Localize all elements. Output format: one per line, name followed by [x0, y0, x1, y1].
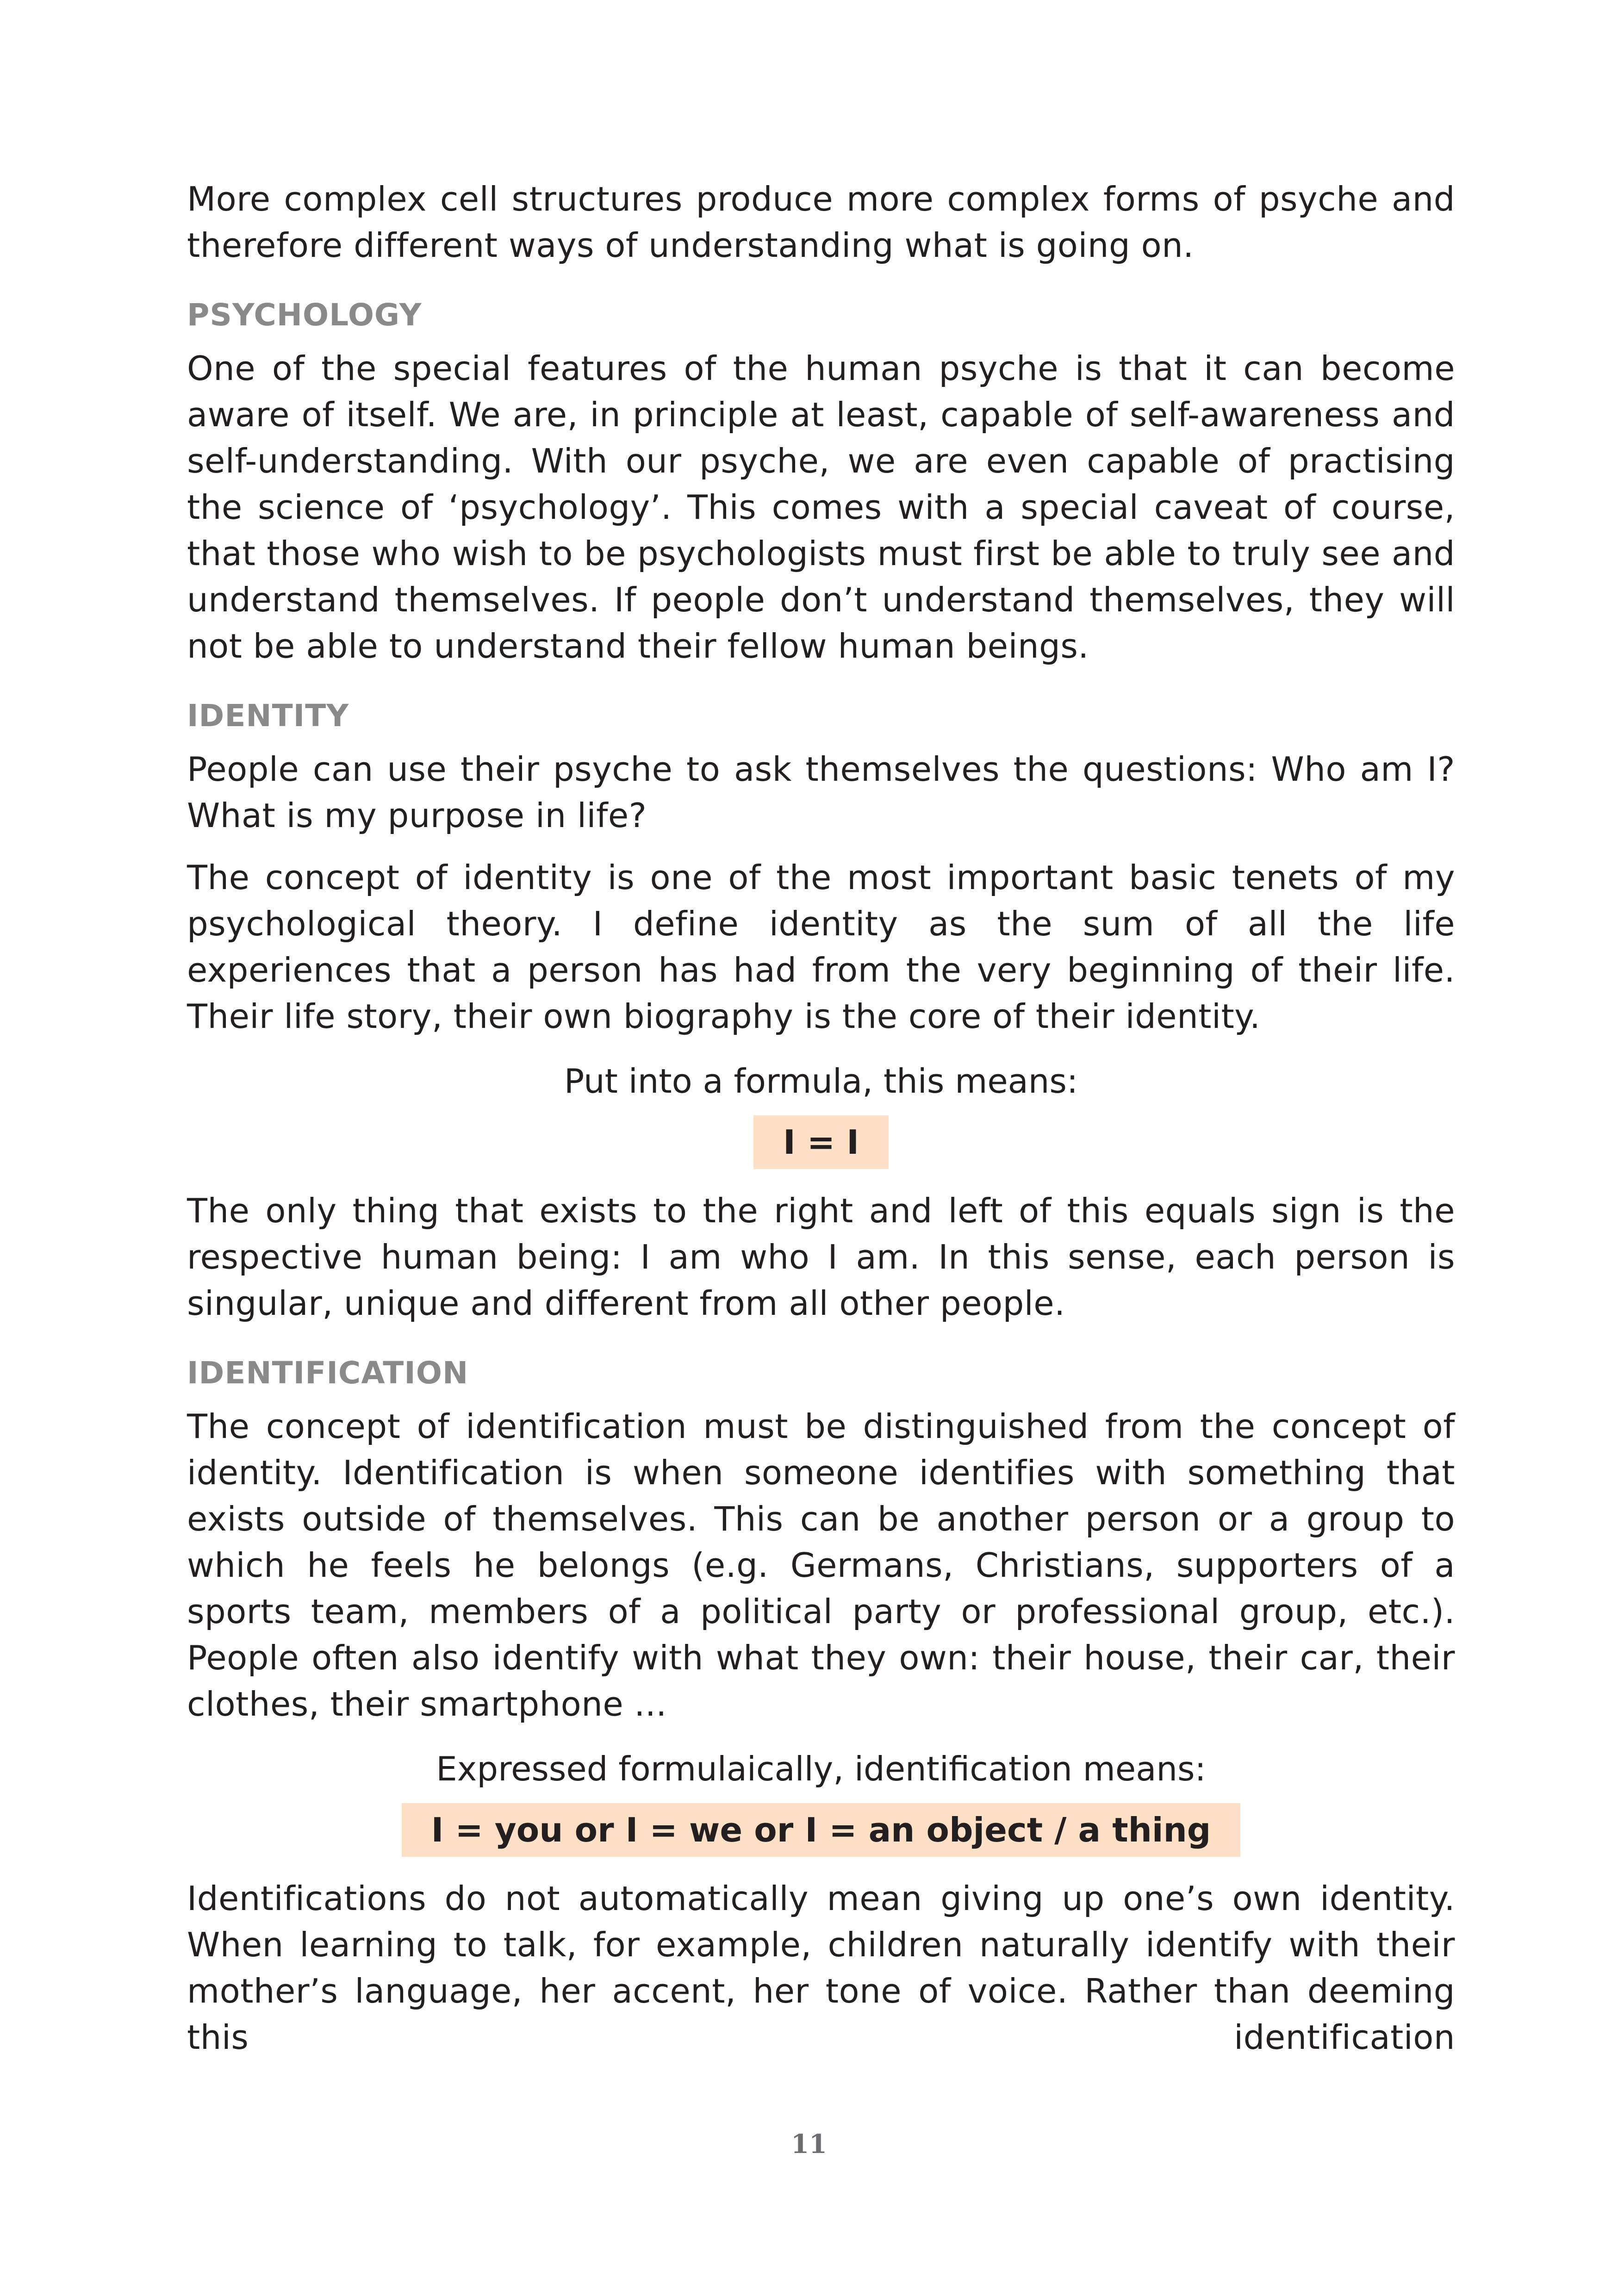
paragraph-identification: The concept of identification must be distinguished from the concept of identity. Identification is when someone identifies with something that exists outside of themselves. This can be another person or a group to which he feels he belongs (e.g. Germans, Christians, supporters of a sports team, members of a political party or professional group, etc.). People often also identify with what they own: their house, their car, their clothes, their smartphone ...: [187, 1407, 1455, 1724]
formula-identification-wrap: [187, 1803, 1455, 1857]
heading-identification: IDENTIFICATION: [187, 1355, 469, 1391]
paragraph-identity-concept: The concept of identity is one of the most important basic tenets of my psychological theory. I define identity as the sum of all the life experiences that a person has had from the very beginning of their life. Their life story, their own biography is the core of their identity.: [187, 858, 1455, 1036]
paragraph-intro: More complex cell structures produce more complex forms of psyche and therefore different ways of understanding what is going on.: [187, 180, 1455, 265]
heading-identity: IDENTITY: [187, 698, 349, 734]
paragraph-identity-question: People can use their psyche to ask themselves the questions: Who am I? What is my purpose in life?: [187, 750, 1455, 835]
formula-identification: I = you or I = we or I = an object / a thing: [402, 1803, 1241, 1857]
paragraph-identifications: Identifications do not automatically mean giving up one’s own identity. When learning to talk, for example, children naturally identify with their mother’s language, her accent, her tone of voice. Rather than deeming this identification: [187, 1879, 1455, 2057]
paragraph-identity-explanation: The only thing that exists to the right and left of this equals sign is the respective human being: I am who I am. In this sense, each person is singular, unique and different from all other people.: [187, 1191, 1455, 1323]
paragraph-psychology: One of the special features of the human psyche is that it can become aware of itself. We are, in principle at least, capable of self-awareness and self-understanding. With our psyche, we are even capable of practising the science of ‘psychology’. This comes with a special caveat of course, that those who wish to be psychologists must first be able to truly see and understand themselves. If people don’t understand themselves, they will not be able to understand their fellow human beings.: [187, 349, 1455, 666]
page-body: [187, 176, 1455, 2060]
formula-intro-identity: Put into a formula, this means:: [564, 1062, 1078, 1101]
page-number: 11: [791, 2129, 827, 2159]
formula-identity-wrap: [187, 1115, 1455, 1169]
formula-intro-identification: Expressed formulaically, identification means:: [436, 1749, 1206, 1788]
heading-psychology: PSYCHOLOGY: [187, 297, 422, 333]
formula-identity: I = I: [753, 1115, 889, 1169]
